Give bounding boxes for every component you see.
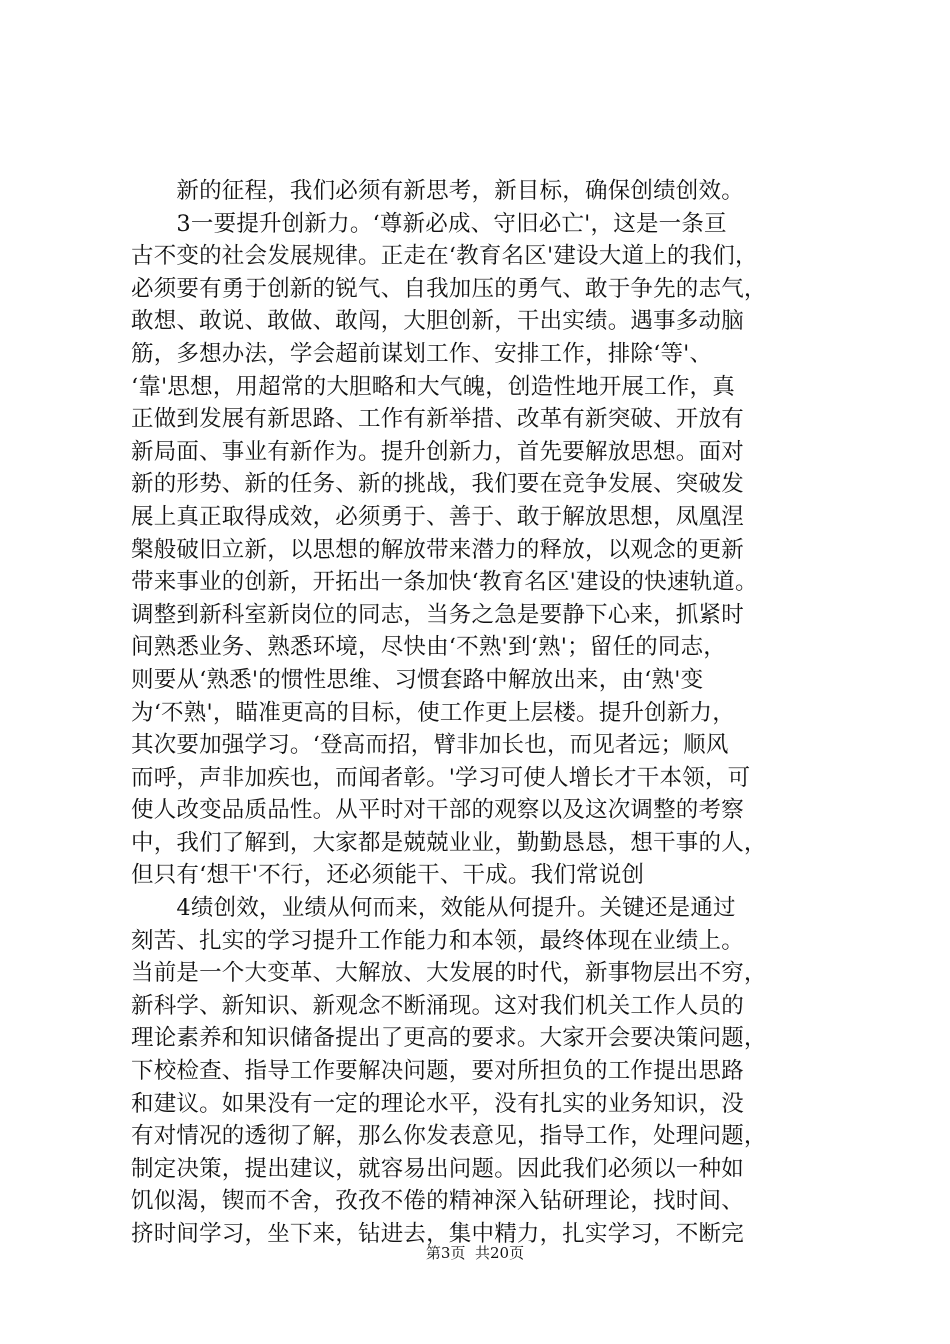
text-line: 当前是一个大变革、大解放、大发展的时代，新事物层出不穷， xyxy=(131,960,767,987)
text-line: 必须要有勇于创新的锐气、自我加压的勇气、敢于争先的志气， xyxy=(131,275,767,302)
text-line: 新局面、事业有新作为。提升创新力，首先要解放思想。面对 xyxy=(131,438,744,465)
body-text xyxy=(131,175,831,1251)
text-line: 和建议。如果没有一定的理论水平，没有扎实的业务知识，没 xyxy=(131,1090,744,1117)
text-line: 刻苦、扎实的学习提升工作能力和本领，最终体现在业绩上。 xyxy=(131,927,744,954)
text-line: 中，我们了解到，大家都是兢兢业业，勤勤恳恳，想干事的人， xyxy=(131,829,767,856)
text-line: 制定决策，提出建议，就容易出问题。因此我们必须以一种如 xyxy=(131,1155,744,1182)
text-line: 4绩创效，业绩从何而来，效能从何提升。关键还是通过 xyxy=(131,895,736,922)
text-line: ‘靠'思想，用超常的大胆略和大气魄，创造性地开展工作，真 xyxy=(131,373,735,400)
text-line: 间熟悉业务、熟悉环境，尽快由‘不熟'到‘熟'；留任的同志， xyxy=(131,634,726,661)
text-line: 而呼，声非加疾也，而闻者彰。'学习可使人增长才干本领，可 xyxy=(131,764,751,791)
text-line: 为‘不熟'，瞄准更高的目标，使工作更上层楼。提升创新力， xyxy=(131,699,735,726)
text-line: 下校检查、指导工作要解决问题，要对所担负的工作提出思路 xyxy=(131,1058,744,1085)
text-line: 调整到新科室新岗位的同志，当务之急是要静下心来，抓紧时 xyxy=(131,601,744,628)
text-line: 敢想、敢说、敢做、敢闯，大胆创新，干出实绩。遇事多动脑 xyxy=(131,308,744,335)
text-line: 但只有‘想干'不行，还必须能干、干成。我们常说创 xyxy=(131,862,645,889)
text-line: 新的形势、新的任务、新的挑战，我们要在竞争发展、突破发 xyxy=(131,471,744,498)
text-line: 新科学、新知识、新观念不断涌现。这对我们机关工作人员的 xyxy=(131,992,744,1019)
text-line: 正做到发展有新思路、工作有新举措、改革有新突破、开放有 xyxy=(131,406,744,433)
page-number: 第3页 xyxy=(425,1244,466,1262)
page-footer xyxy=(0,1243,950,1263)
text-line: 挤时间学习，坐下来，钻进去，集中精力，扎实学习，不断完 xyxy=(131,1221,744,1247)
text-line: 筋，多想办法，学会超前谋划工作、安排工作，排除‘等'、 xyxy=(131,340,713,367)
text-line: 则要从‘熟悉'的惯性思维、习惯套路中解放出来，由‘熟'变 xyxy=(131,666,704,693)
text-line: 古不变的社会发展规律。正走在‘教育名区'建设大道上的我们， xyxy=(131,243,758,270)
text-line: 饥似渴，锲而不舍，孜孜不倦的精神深入钻研理论，找时间、 xyxy=(131,1188,744,1215)
text-line: 展上真正取得成效，必须勇于、善于、敢于解放思想，凤凰涅 xyxy=(131,503,744,530)
page-total: 共20页 xyxy=(475,1244,525,1262)
text-line: 新的征程，我们必须有新思考，新目标，确保创绩创效。 xyxy=(131,178,744,204)
text-line: 使人改变品质品性。从平时对干部的观察以及这次调整的考察 xyxy=(131,797,744,824)
text-line: 槃般破旧立新，以思想的解放带来潜力的释放，以观念的更新 xyxy=(131,536,744,563)
text-line: 带来事业的创新，开拓出一条加快‘教育名区'建设的快速轨道。 xyxy=(131,569,758,596)
text-line: 有对情况的透彻了解，那么你发表意见，指导工作，处理问题， xyxy=(131,1123,767,1150)
text-line: 其次要加强学习。‘登高而招，臂非加长也，而见者远；顺风 xyxy=(131,732,729,759)
text-line: 理论素养和知识储备提出了更高的要求。大家开会要决策问题， xyxy=(131,1025,767,1052)
text-line: 3一要提升创新力。‘尊新必成、守旧必亡'，这是一条亘 xyxy=(131,210,727,237)
